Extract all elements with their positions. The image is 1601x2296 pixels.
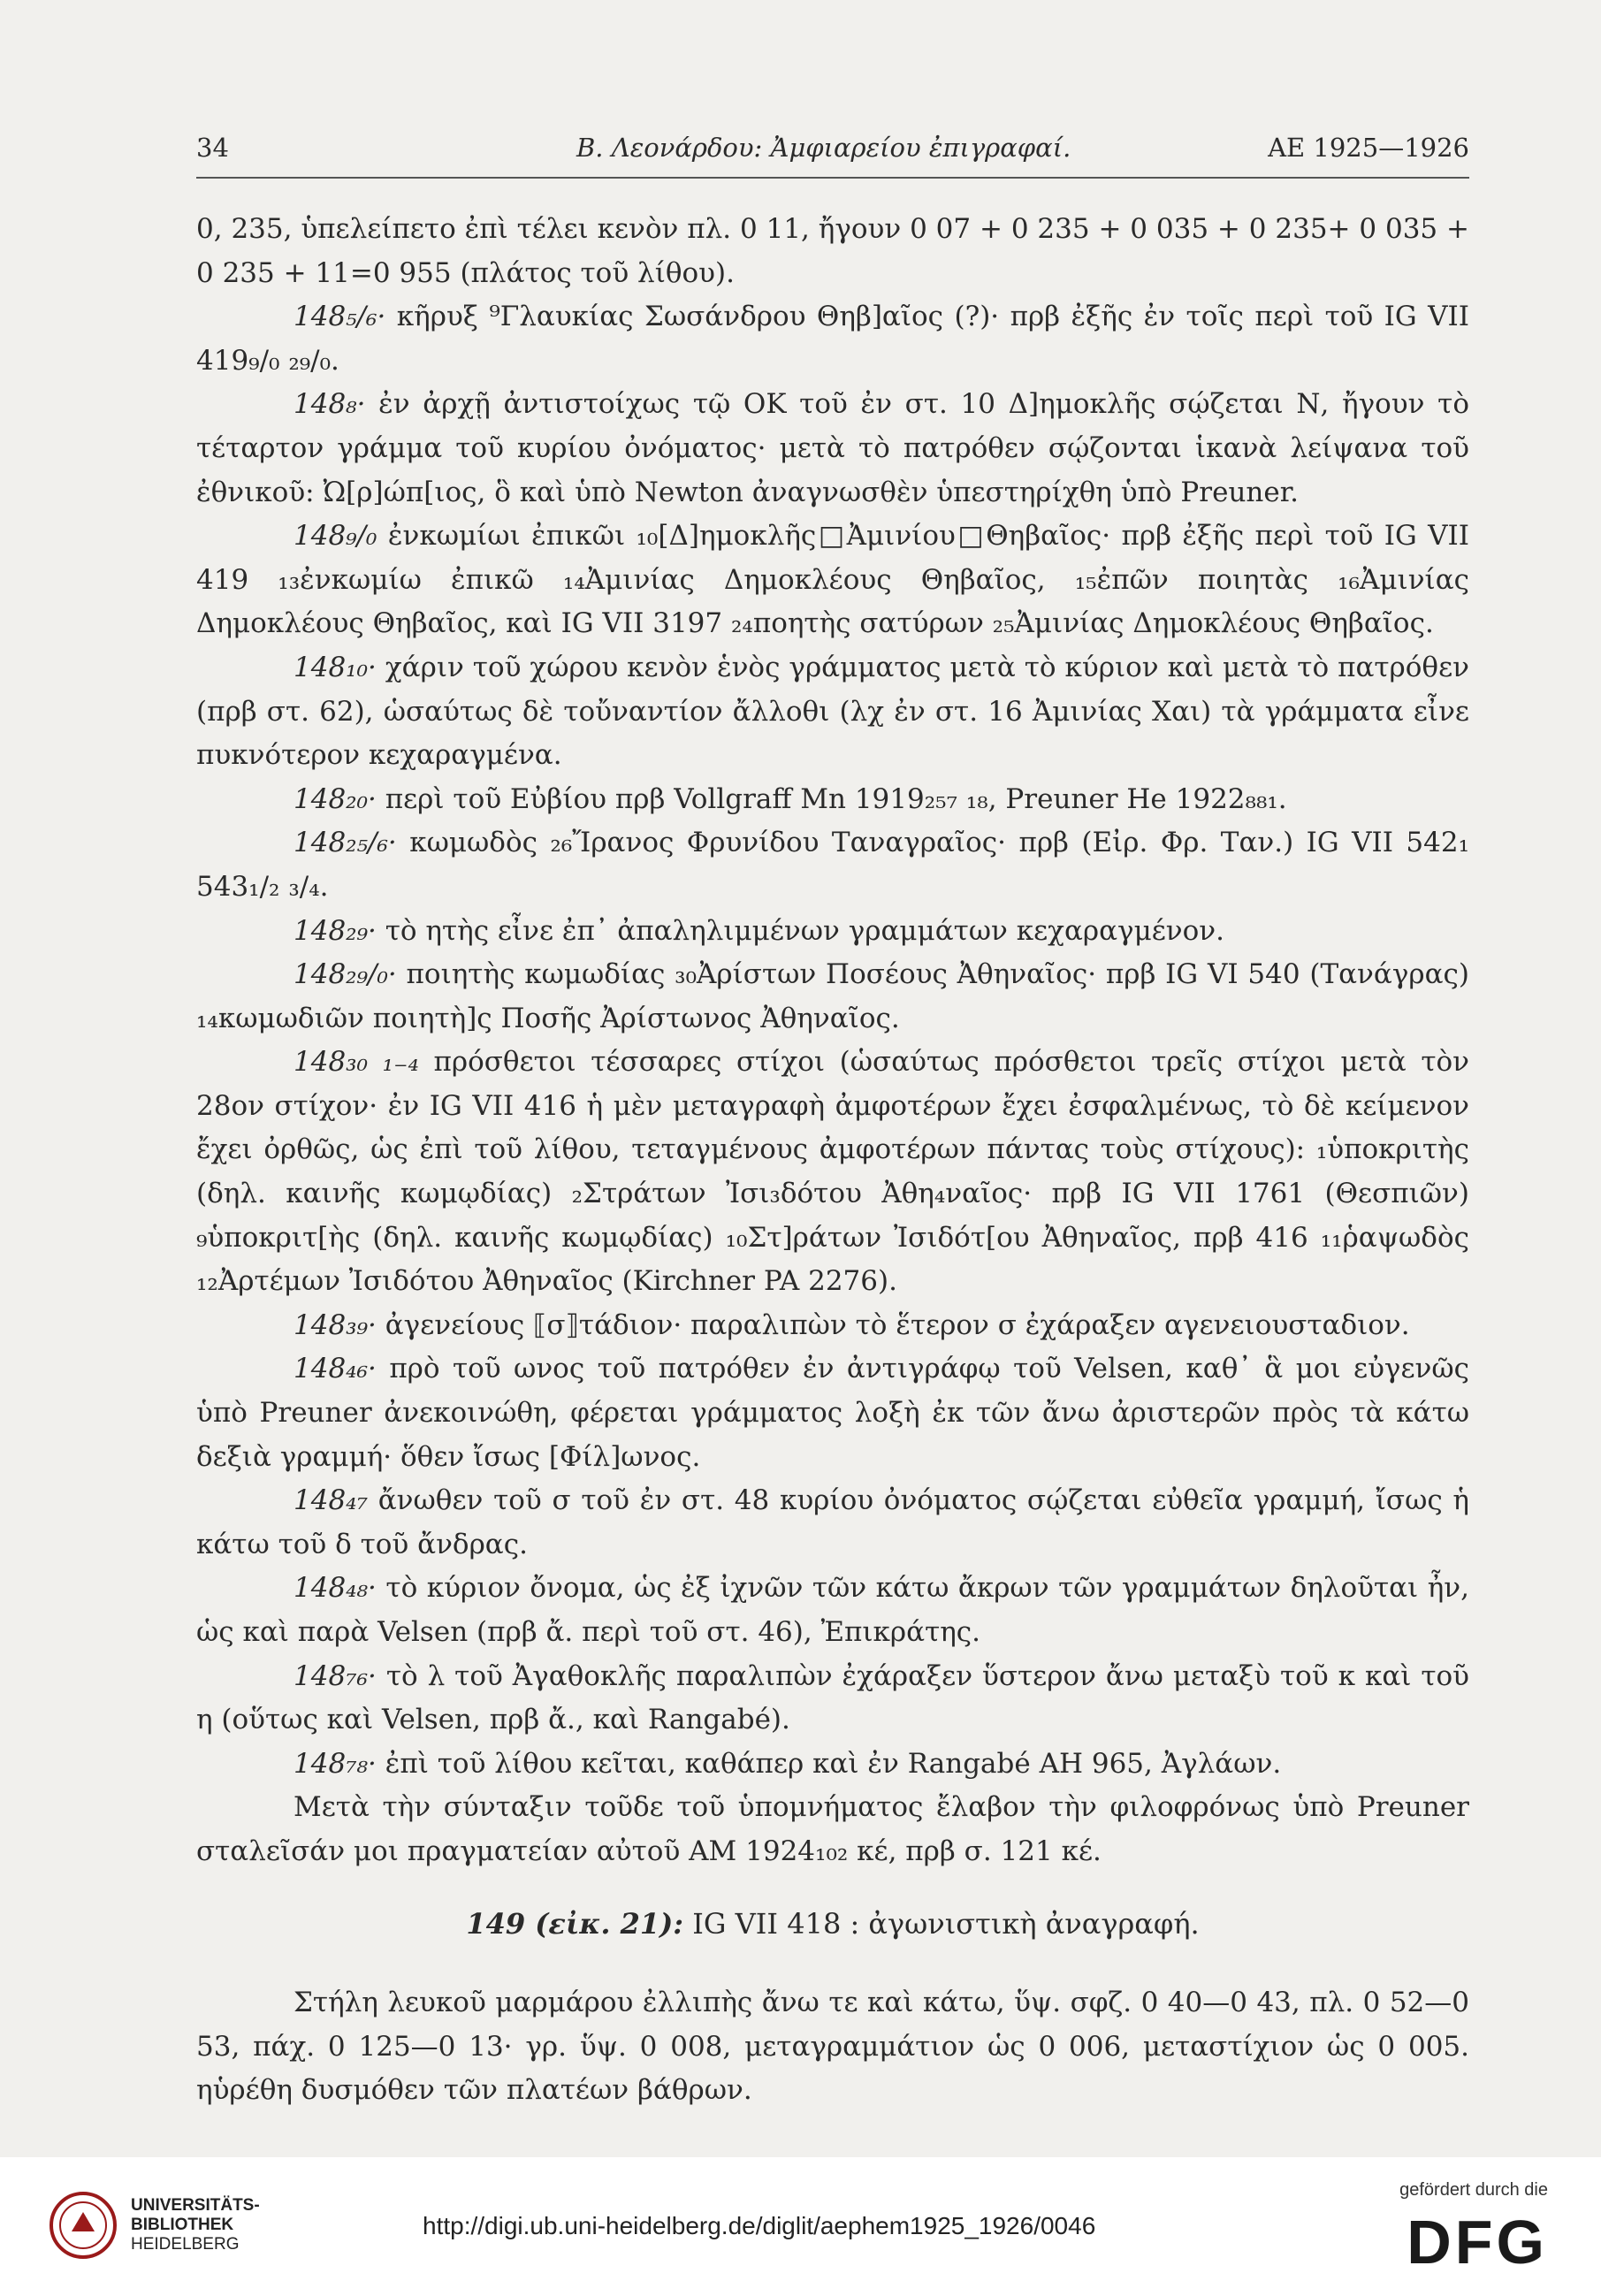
note-1: 148₅/₆· κῆρυξ ⁹Γλαυκίας Σωσάνδρου Θηβ]αῖος (?)· πρβ ἐξῆς ἐν τοῖς περὶ τοῦ IG VII 419₉/₀ ₂₉/₀. [196,301,1469,377]
note-11: 148₄₆· πρὸ τοῦ ωνος τοῦ πατρόθεν ἐν ἀντιγράφῳ τοῦ Velsen, καθ᾽ ἃ μοι εὐγενῶς ὑπὸ Preuner ἀνεκοινώθη, φέρεται γράμματος λοξὴ ἐκ τῶν ἄνω ἀριστερῶν πρὸς τὰ κάτω δεξιὰ γραμμή· ὅθεν ἴσως [Φίλ]ωνος. [196,1353,1470,1473]
running-header [196,133,1469,177]
journal-volume: ΑΕ 1925—1926 [1268,133,1469,163]
source-url-link[interactable]: http://digi.ub.uni-heidelberg.de/diglit/aephem1925_1926/0046 [423,2212,1096,2239]
note-3: 148₉/₀ ἐνκωμίωι ἐπικῶι ₁₀[Δ]ημοκλῆς□Ἀμινίου□Θηβαῖος· πρβ ἐξῆς περὶ τοῦ IG VII 419 ₁₃ἐνκωμίω ἐπικῶ ₁₄Ἀμινίας Δημοκλέους Θηβαῖος, ₁₅ἐπῶν ποιητὰς ₁₆Ἀμινίας Δημοκλέους Θηβαῖος, καὶ IG VII 3197 ₂₄ποητὴς σατύρων ₂₅Ἀμινίας Δημοκλέους Θηβαῖος. [196,520,1470,640]
note-7: 148₂₉· τὸ ητὴς εἶνε ἐπ᾽ ἀπαληλιμμένων γραμμάτων κεχαραγμένον. [294,914,1225,947]
note-10: 148₃₉· ἀγενείους ⟦σ⟧τάδιον· παραλιπὼν τὸ ἕτερον σ ἐχάραξεν αγενειουσταδιον. [294,1308,1410,1341]
section-title: IG VII 418 : ἀγωνιστικὴ ἀναγραφή. [692,1906,1200,1941]
library-name: UNIVERSITÄTS- BIBLIOTHEK HEIDELBERG [131,2196,260,2254]
university-seal-icon [49,2191,118,2260]
digitization-footer [0,2157,1601,2296]
note-2: 148₈· ἐν ἀρχῇ ἀντιστοίχως τῷ ΟΚ τοῦ ἐν στ. 10 Δ]ημοκλῆς σῴζεται Ν, ἤγουν τὸ τέταρτον γράμμα τοῦ κυρίου ὀνόματος· μετὰ τὸ πατρόθεν σῴζονται ἱκανὰ λείψανα τοῦ ἐθνικοῦ: Ὠ[ρ]ώπ[ιος, ὃ καὶ ὑπὸ Newton ἀναγνωσθὲν ὑπεστηρίχθη ὑπὸ Preuner. [196,388,1469,508]
note-6: 148₂₅/₆· κωμωδὸς ₂₆Ἴρανος Φρυνίδου Ταναγραῖος· πρβ (Εἰρ. Φρ. Ταν.) IG VII 542₁ 543₁/₂ ₃/₄. [196,827,1469,903]
page-number: 34 [196,133,229,163]
funding-note: gefördert durch die [1399,2180,1548,2200]
final-paragraph: Στήλη λευκοῦ μαρμάρου ἐλλιπὴς ἄνω τε καὶ κάτω, ὕψ. σφζ. 0 40—0 43, πλ. 0 52—0 53, πάχ. 0 125—0 13· γρ. ὕψ. 0 008, μεταγραμμάτιον ὡς 0 006, μεταστίχιον ὡς 0 005. ηὑρέθη δυσμόθεν τῶν πλατέων βάθρων. [196,1987,1469,2107]
main-text [196,208,1469,2113]
paragraph-16: Μετὰ τὴν σύνταξιν τοῦδε τοῦ ὑπομνήματος ἔλαβον τὴν φιλοφρόνως ὑπὸ Preuner σταλεῖσάν μοι πραγματείαν αὐτοῦ ΑΜ 1924₁₀₂ κέ, πρβ σ. 121 κέ. [196,1791,1469,1867]
header-rule [196,177,1469,179]
note-15: 148₇₈· ἐπὶ τοῦ λίθου κεῖται, καθάπερ καὶ ἐν Rangabé AH 965, Ἀγλάων. [294,1747,1282,1780]
dfg-logo: DFG [1407,2208,1548,2277]
note-13: 148₄₈· τὸ κύριον ὄνομα, ὡς ἐξ ἰχνῶν τῶν κάτω ἄκρων τῶν γραμμάτων δηλοῦται ἦν, ὡς καὶ παρὰ Velsen (πρβ ἄ. περὶ τοῦ στ. 46), Ἐπικράτης. [196,1572,1469,1648]
note-12: 148₄₇ ἄνωθεν τοῦ σ τοῦ ἐν στ. 48 κυρίου ὀνόματος σῴζεται εὐθεῖα γραμμή, ἴσως ἡ κάτω τοῦ δ τοῦ ἄνδρας. [196,1484,1469,1560]
note-5: 148₂₀· περὶ τοῦ Εὐβίου πρβ Vollgraff Mn 1919₂₅₇ ₁₈, Preuner He 1922₈₈₁. [294,782,1287,815]
note-4: 148₁₀· χάριν τοῦ χώρου κενὸν ἑνὸς γράμματος μετὰ τὸ κύριον καὶ μετὰ τὸ πατρόθεν (πρβ στ. 62), ὡσαύτως δὲ τοὔναντίον ἄλλοθι (λχ ἐν στ. 16 Ἀμινίας Χαι) τὰ γράμματα εἶνε πυκνότερον κεχαραγμένα. [196,651,1470,772]
note-9: 148₃₀ ₁₋₄ πρόσθετοι τέσσαρες στίχοι (ὡσαύτως πρόσθετοι τρεῖς στίχοι μετὰ τὸν 28ον στίχον· ἐν IG VII 416 ἡ μὲν μεταγραφὴ ἀμφοτέρων ἔχει ἐσφαλμένως, τὸ δὲ κείμενον ἔχει ὀρθῶς, ὡς ἐπὶ τοῦ λίθου, τεταγμένους ἀμφοτέρων πάντας τοὺς στίχους): ₁ὑποκριτὴς (δηλ. καινῆς κωμῳδίας) ₂Στράτων Ἰσι₃δότου Ἀθη₄ναῖος· πρβ IG VII 1761 (Θεσπιῶν) ₉ὑποκριτ[ὴς (δηλ. καινῆς κωμῳδίας) ₁₀Στ]ράτων Ἰσιδότ[ου Ἀθηναῖος, πρβ 416 ₁₁ῥαψωδὸς ₁₂Ἀρτέμων Ἰσιδότου Ἀθηναῖος (Kirchner PA 2276). [196,1046,1469,1298]
running-title: Β. Λεονάρδου: Ἀμφιαρείου ἐπιγραφαί. [576,133,1071,163]
section-number: 149 (εἰκ. 21): [466,1906,684,1941]
note-14: 148₇₆· τὸ λ τοῦ Ἀγαθοκλῆς παραλιπὼν ἐχάραξεν ὕστερον ἄνω μεταξὺ τοῦ κ καὶ τοῦ η (οὕτως καὶ Velsen, πρβ ἄ., καὶ Rangabé). [196,1659,1470,1736]
paragraph-0: 0, 235, ὑπελείπετο ἐπὶ τέλει κενὸν πλ. 0 11, ἤγουν 0 07 + 0 235 + 0 035 + 0 235+ 0 035 + 0 235 + 11=0 955 (πλάτος τοῦ λίθου). [196,213,1469,289]
section-heading [196,1903,1469,1947]
note-8: 148₂₉/₀· ποιητὴς κωμωδίας ₃₀Ἀρίστων Ποσέους Ἀθηναῖος· πρβ IG VI 540 (Τανάγρας) ₁₄κωμωδιῶν ποιητὴ]ς Ποσῆς Ἀρίστωνος Ἀθηναῖος. [196,958,1469,1034]
